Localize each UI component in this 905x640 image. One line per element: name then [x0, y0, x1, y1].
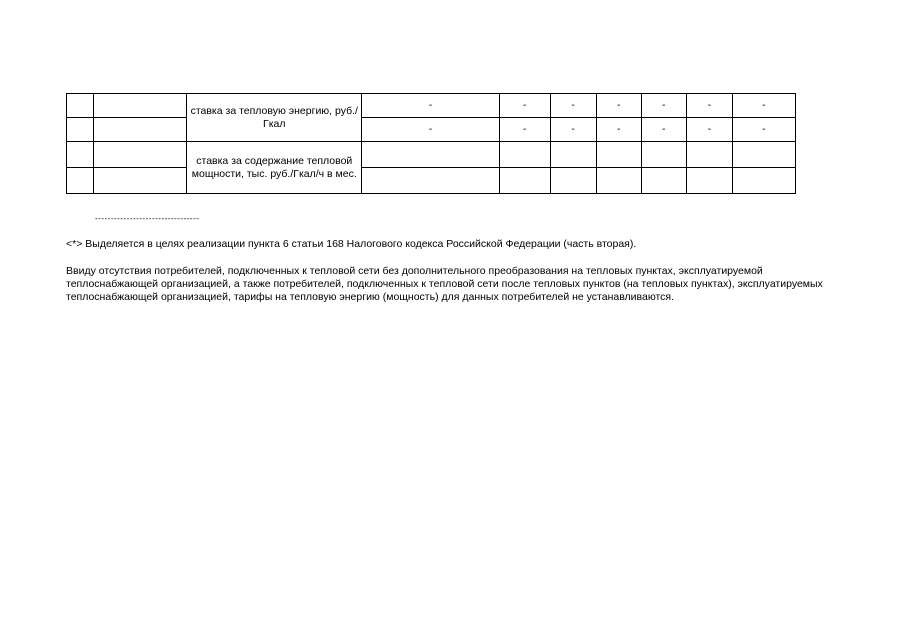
table-cell	[596, 168, 641, 194]
table-cell	[686, 168, 732, 194]
row-label: ставка за тепловую энергию, руб./Гкал	[187, 94, 362, 142]
table-cell	[550, 168, 596, 194]
table-cell	[67, 94, 94, 118]
table-cell	[641, 168, 686, 194]
table-cell: -	[686, 118, 732, 142]
tariff-table	[66, 93, 796, 194]
table-cell	[94, 142, 187, 168]
footnote-separator: ---------------------------------	[95, 214, 200, 223]
table-row	[67, 142, 796, 168]
table-cell	[596, 142, 641, 168]
table-cell: -	[362, 118, 499, 142]
table-cell: -	[596, 94, 641, 118]
table-row	[67, 168, 796, 194]
row-label: ставка за содержание тепловой мощности, тыс. руб./Гкал/ч в мес.	[187, 142, 362, 194]
table-cell	[732, 168, 795, 194]
table-cell	[732, 142, 795, 168]
table-cell: -	[499, 118, 550, 142]
table-row	[67, 94, 796, 118]
table-cell: -	[686, 94, 732, 118]
table-cell	[94, 168, 187, 194]
table-cell	[362, 142, 499, 168]
table-cell	[362, 168, 499, 194]
table-row	[67, 118, 796, 142]
table-cell: -	[362, 94, 499, 118]
table-cell: -	[641, 94, 686, 118]
note-paragraph: Ввиду отсутствия потребителей, подключенных к тепловой сети без дополнительного преобразования на тепловых пунктах, эксплуатируемой теплоснабжающей организацией, а также потребителей, подключенных к тепловой сети после тепловых пунктов (на тепловых пунктах), эксплуатируемых теплоснабжающей организацией, тарифы на тепловую энергию (мощность) для данных потребителей не устанавливаются.	[66, 265, 823, 304]
table-cell	[67, 142, 94, 168]
table-cell: -	[550, 118, 596, 142]
table-cell: -	[499, 94, 550, 118]
table-cell	[499, 142, 550, 168]
table-cell: -	[596, 118, 641, 142]
table-cell: -	[732, 94, 795, 118]
table-cell	[641, 142, 686, 168]
table-cell	[94, 94, 187, 118]
table-cell	[686, 142, 732, 168]
footnote: <*> Выделяется в целях реализации пункта 6 статьи 168 Налогового кодекса Российской Федерации (часть вторая).	[66, 238, 637, 250]
table-cell: -	[641, 118, 686, 142]
table-cell	[67, 118, 94, 142]
table-cell: -	[732, 118, 795, 142]
table-cell	[499, 168, 550, 194]
table-cell	[550, 142, 596, 168]
table-cell	[67, 168, 94, 194]
table-cell	[94, 118, 187, 142]
table-cell: -	[550, 94, 596, 118]
